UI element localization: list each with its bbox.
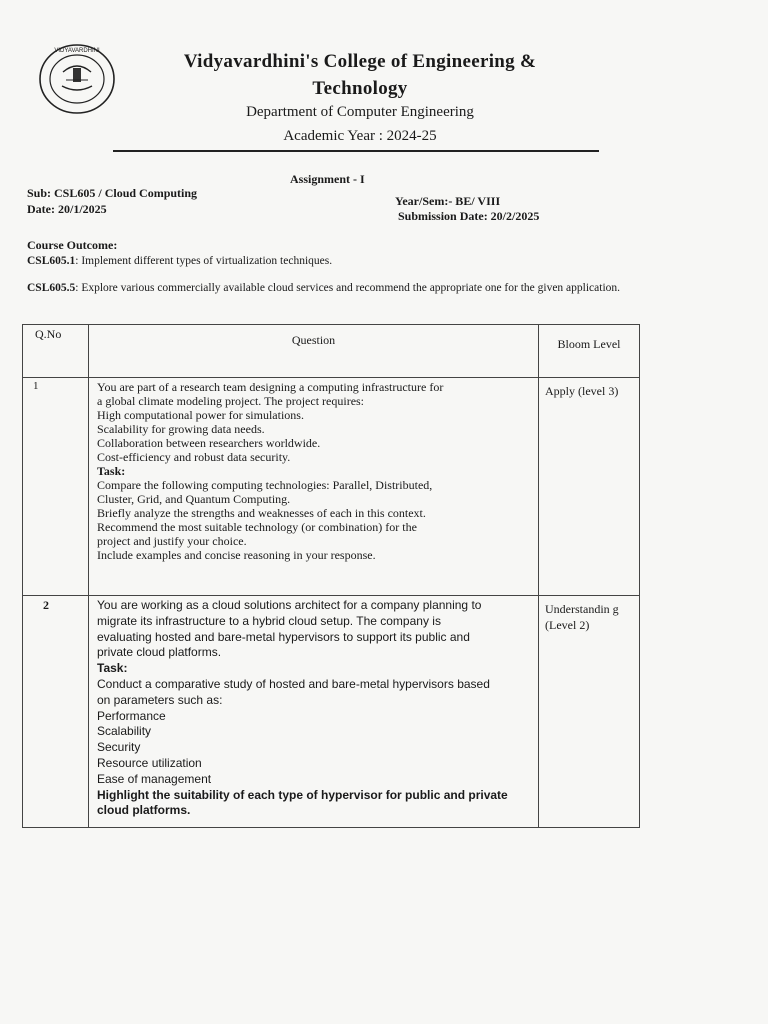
header-bloom-level: Bloom Level: [539, 325, 640, 378]
co1-code: CSL605.1: [27, 255, 76, 267]
question-line: Task:: [97, 661, 128, 676]
bloom-level: Apply (level 3): [539, 378, 640, 596]
question-line: migrate its infrastructure to a hybrid cloud setup. The company is: [97, 613, 441, 628]
question-line: Task:: [97, 464, 126, 478]
question-number: 1: [23, 378, 89, 596]
bloom-level: Understandin g (Level 2): [539, 596, 640, 828]
questions-table: [22, 324, 640, 828]
course-outcome-heading: Course Outcome:: [27, 238, 118, 252]
year-sem-line: Year/Sem:- BE/ VIII: [395, 194, 501, 208]
college-name-line2: Technology: [312, 78, 408, 99]
header-question: Question: [89, 325, 539, 378]
question-text: [89, 378, 539, 596]
svg-text:VIDYAVARDHINI: VIDYAVARDHINI: [54, 48, 100, 54]
question-line: Scalability: [97, 724, 152, 739]
course-outcome-1: [27, 255, 332, 267]
header-qno: Q.No: [23, 325, 89, 378]
co1-text: : Implement different types of virtualization techniques.: [75, 255, 333, 267]
question-line: cloud platforms.: [97, 803, 191, 818]
question-line: Compare the following computing technologies: Parallel, Distributed,: [97, 478, 433, 492]
question-line: Recommend the most suitable technology (or combination) for the: [97, 520, 417, 534]
co2-code: CSL605.5: [27, 282, 76, 294]
submission-date-line: Submission Date: 20/2/2025: [398, 209, 540, 223]
question-line: Performance: [97, 708, 166, 723]
assignment-title: Assignment - I: [290, 172, 365, 186]
table-row: [23, 378, 640, 596]
academic-year: Academic Year : 2024-25: [283, 128, 437, 144]
question-line: a global climate modeling project. The project requires:: [97, 394, 365, 408]
question-line: You are part of a research team designing a computing infrastructure for: [97, 380, 444, 394]
question-line: Briefly analyze the strengths and weaknesses of each in this context.: [97, 506, 426, 520]
college-name-line1: Vidyavardhini's College of Engineering &: [183, 51, 537, 72]
question-line: Conduct a comparative study of hosted and bare-metal hypervisors based: [97, 676, 490, 691]
question-line: Highlight the suitability of each type of hypervisor for public and private: [97, 787, 508, 802]
college-logo: [36, 42, 118, 116]
question-line: Include examples and concise reasoning in your response.: [97, 548, 376, 562]
question-line: on parameters such as:: [97, 692, 223, 707]
question-line: Security: [97, 740, 141, 755]
question-number: 2: [23, 596, 89, 828]
question-text: [89, 596, 539, 828]
question-line: private cloud platforms.: [97, 645, 222, 660]
question-line: evaluating hosted and bare-metal hypervisors to support its public and: [97, 629, 470, 644]
question-line: Cluster, Grid, and Quantum Computing.: [97, 492, 291, 506]
subject-line: Sub: CSL605 / Cloud Computing: [27, 186, 198, 200]
question-line: project and justify your choice.: [97, 534, 247, 548]
college-name: [170, 48, 550, 102]
question-line: Ease of management: [97, 771, 212, 786]
table-header-row: [23, 325, 640, 378]
question-line: Cost-efficiency and robust data security.: [97, 450, 291, 464]
question-line: High computational power for simulations.: [97, 408, 304, 422]
question-line: Scalability for growing data needs.: [97, 422, 265, 436]
course-outcome-2: [27, 280, 637, 296]
question-line: You are working as a cloud solutions architect for a company planning to: [97, 598, 482, 612]
question-line: Resource utilization: [97, 755, 202, 770]
date-line: Date: 20/1/2025: [27, 202, 107, 216]
header-divider: [113, 150, 599, 152]
question-line: Collaboration between researchers worldwide.: [97, 436, 321, 450]
department-name: Department of Computer Engineering: [246, 104, 474, 120]
table-row: [23, 596, 640, 828]
co2-text: : Explore various commercially available cloud services and recommend the appropriate one for the given application.: [75, 282, 621, 294]
